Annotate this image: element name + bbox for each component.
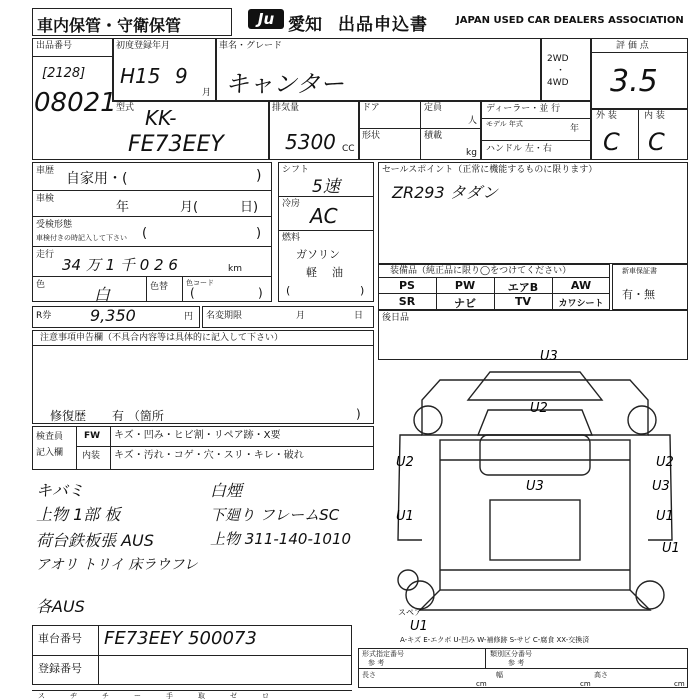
lot-number: 08021 [34,88,117,118]
repair-label: 修復歴 [50,409,87,423]
note-line-3: 荷台鉄板張 AUS [36,531,154,550]
storage-label: 車内保管・守衛保管 [37,16,182,35]
color-code-open: ( [190,286,195,300]
equip-sr: SR [398,295,416,308]
receipt-close: ) [256,226,262,241]
equip-leather: カワシート [558,299,604,309]
footer-item-7: ゼ [230,692,237,700]
form-title: 出品申込書 [338,15,428,35]
spare-label: スペア [398,608,422,617]
fuel-light: 軽 [306,266,317,279]
drive-2wd: 2WD [547,54,569,64]
equip-aw: AW [570,279,592,292]
width-label: 幅 [496,671,503,679]
mark-u2-center: U2 [530,401,548,416]
load-label: 積載 [424,131,443,141]
name-grade-label: 車名・グレード [219,41,283,51]
mark-u3-top: U3 [540,349,558,364]
length-label: 長さ [362,671,376,679]
capacity-label: 定員 [424,103,443,113]
inspection-year: 年 [116,200,130,215]
receipt-open: ( [142,226,148,241]
shift-label: シフト [282,165,310,175]
color-change-label: 色替 [150,282,169,292]
warranty-label: 新車保証書 [622,267,657,275]
first-reg-label: 初度登録年月 [116,41,171,51]
history-close: ) [256,168,262,184]
repair-value: 有 （箇所 [112,409,164,423]
rating-value: 3.5 [610,64,658,99]
inspector-label-2: 記入欄 [36,448,64,458]
equip-navi: ナビ [454,297,476,310]
footer-item-8: ロ [262,692,269,700]
shift-value: 5速 [312,177,340,197]
name-change-label: 名変期限 [206,311,243,321]
mark-u1-left-b: U1 [410,619,428,630]
model-label: 型式 [116,103,135,113]
mark-u3-right: U3 [652,479,670,494]
sales-points-value: ZR293 タダン [392,183,498,202]
fuel-open: ( [286,284,291,297]
footer-item-6: 取 [198,692,205,700]
equip-pw: PW [454,279,476,292]
interior-label: 内 装 [644,111,665,121]
first-reg-year: H15 [120,64,161,88]
footer-item-3: チ [102,692,109,700]
inspection-month: 月( [180,200,199,215]
reg-label: 登録番号 [38,662,82,675]
note-line-4: アオリ トリイ 床ラウフレ [36,557,198,573]
chassis-label: 車台番号 [38,632,82,645]
shape-label: 形状 [362,131,381,141]
inspection-day: 日) [240,200,259,215]
mark-u1-right-a: U1 [656,509,674,524]
footer-item-2: ヂ [70,692,77,700]
history-label: 車歴 [36,166,55,176]
storage-box [32,8,232,36]
r-unit: 円 [184,312,194,322]
color-label: 色 [36,280,46,290]
footer-item-4: ー [134,692,141,700]
name-change-month: 月 [296,311,306,321]
footer-item-1: ス [38,692,45,700]
chassis-value: FE73EEY 500073 [104,628,257,649]
mark-u1-left-a: U1 [396,509,414,524]
name-change-day: 日 [354,311,364,321]
mark-u2-left: U2 [396,455,414,470]
mileage-value: 34 万 1 千 0 2 6 [62,256,178,274]
fuel-value: ガソリン [296,248,340,261]
model-value: FE73EEY [128,132,224,157]
load-unit: kg [466,148,477,158]
association-en: JAPAN USED CAR DEALERS ASSOCIATION [456,15,684,26]
lot-label: 出品番号 [36,41,73,51]
ac-value: AC [310,204,338,228]
reference-label-2: 参 考 [508,659,525,667]
dealer-label: ディーラー・並 行 [486,104,561,114]
legend: A-キズ E-エクボ U-凹み W-補修跡 S-サビ C-腐食 XX-交換済 [400,636,590,644]
model-year-unit: 年 [570,124,580,134]
height-label: 高さ [594,671,608,679]
equip-tv: TV [514,295,532,308]
lot-sub: [2128] [42,66,86,81]
interior-value: C [648,128,665,156]
length-unit: cm [476,680,487,688]
fw-label: FW [84,431,101,441]
notes-label: 注意事項申告欄（不具合内容等は具体的に記入して下さい） [40,333,284,343]
sales-points-box [378,162,688,264]
equipment-label: 装備品（純正品に限り◯をつけてください） [390,266,572,276]
note-right-3: 上物 311-140-1010 [210,530,352,548]
note-line-5: 各AUS [36,597,85,616]
fuel-oil: 油 [332,266,343,279]
door-label: ドア [362,103,380,113]
warranty-value: 有・無 [622,288,655,301]
drive-dot: ・ [556,66,566,76]
exterior-value: C [603,128,620,156]
height-unit: cm [674,680,685,688]
history-value: 自家用・( [66,171,128,187]
fuel-label: 燃料 [282,233,301,243]
note-right-1: 白煙 [210,481,243,500]
capacity-unit: 人 [468,116,478,126]
mark-u2-right: U2 [656,455,674,470]
equip-ps: PS [399,279,415,292]
later-label: 後日品 [382,313,410,323]
first-reg-month: 9 [175,64,188,88]
exterior-label: 外 装 [596,111,617,121]
repair-close: ) [356,407,361,421]
drive-4wd: 4WD [547,78,569,88]
displacement-unit: CC [342,144,355,154]
interior-items: キズ・汚れ・コゲ・穴・スリ・キレ・破れ [114,450,304,461]
model-year-label: モデル 年式 [486,120,523,128]
displacement-label: 排気量 [272,103,300,113]
r-value: 9,350 [90,306,136,325]
interior-inspect-label: 内装 [82,451,101,461]
note-line-2: 上物 1部 板 [36,505,121,524]
r-label: R券 [36,311,52,321]
mark-u3-mid: U3 [526,479,544,494]
mark-u1-right-b: U1 [662,541,680,556]
form-designation-label: 形式指定番号 [362,650,404,658]
receipt-sub: 車検付きの時記入して下さい [36,234,127,242]
car-name: キャンター [225,70,345,98]
inspection-label: 車検 [36,194,55,204]
displacement-value: 5300 [285,130,336,154]
equip-airbag: エアB [507,281,539,294]
note-right-2: 下廻り フレームSC [210,506,340,524]
car-diagram [380,340,690,630]
fuel-close: ) [360,284,365,297]
color-value: 白 [94,285,111,304]
ju-logo: Ju [248,9,284,29]
receipt-label: 受検形態 [36,220,73,230]
footer-item-5: 手 [166,692,173,700]
color-code-label: 色コード [186,279,214,287]
inspector-label-1: 検査員 [36,432,64,442]
ac-label: 冷房 [282,199,301,209]
month-unit: 月 [202,88,212,98]
mileage-label: 走行 [36,250,55,260]
reference-label-1: 参 考 [368,659,385,667]
note-line-1: キバミ [36,481,85,500]
type-code-label: 類別区分番号 [490,650,532,658]
org-name: 愛知 [288,15,322,35]
color-code-close: ) [258,286,263,300]
handle-label: ハンドル 左・右 [486,144,552,154]
sales-points-label: セールスポイント（正常に機能するものに限ります） [382,165,598,175]
mileage-unit: km [228,264,242,274]
model-prefix: KK- [145,106,177,130]
width-unit: cm [580,680,591,688]
fw-items: キズ・凹み・ヒビ割・リペア跡・X要 [114,430,281,441]
rating-label: 評 価 点 [616,41,649,51]
